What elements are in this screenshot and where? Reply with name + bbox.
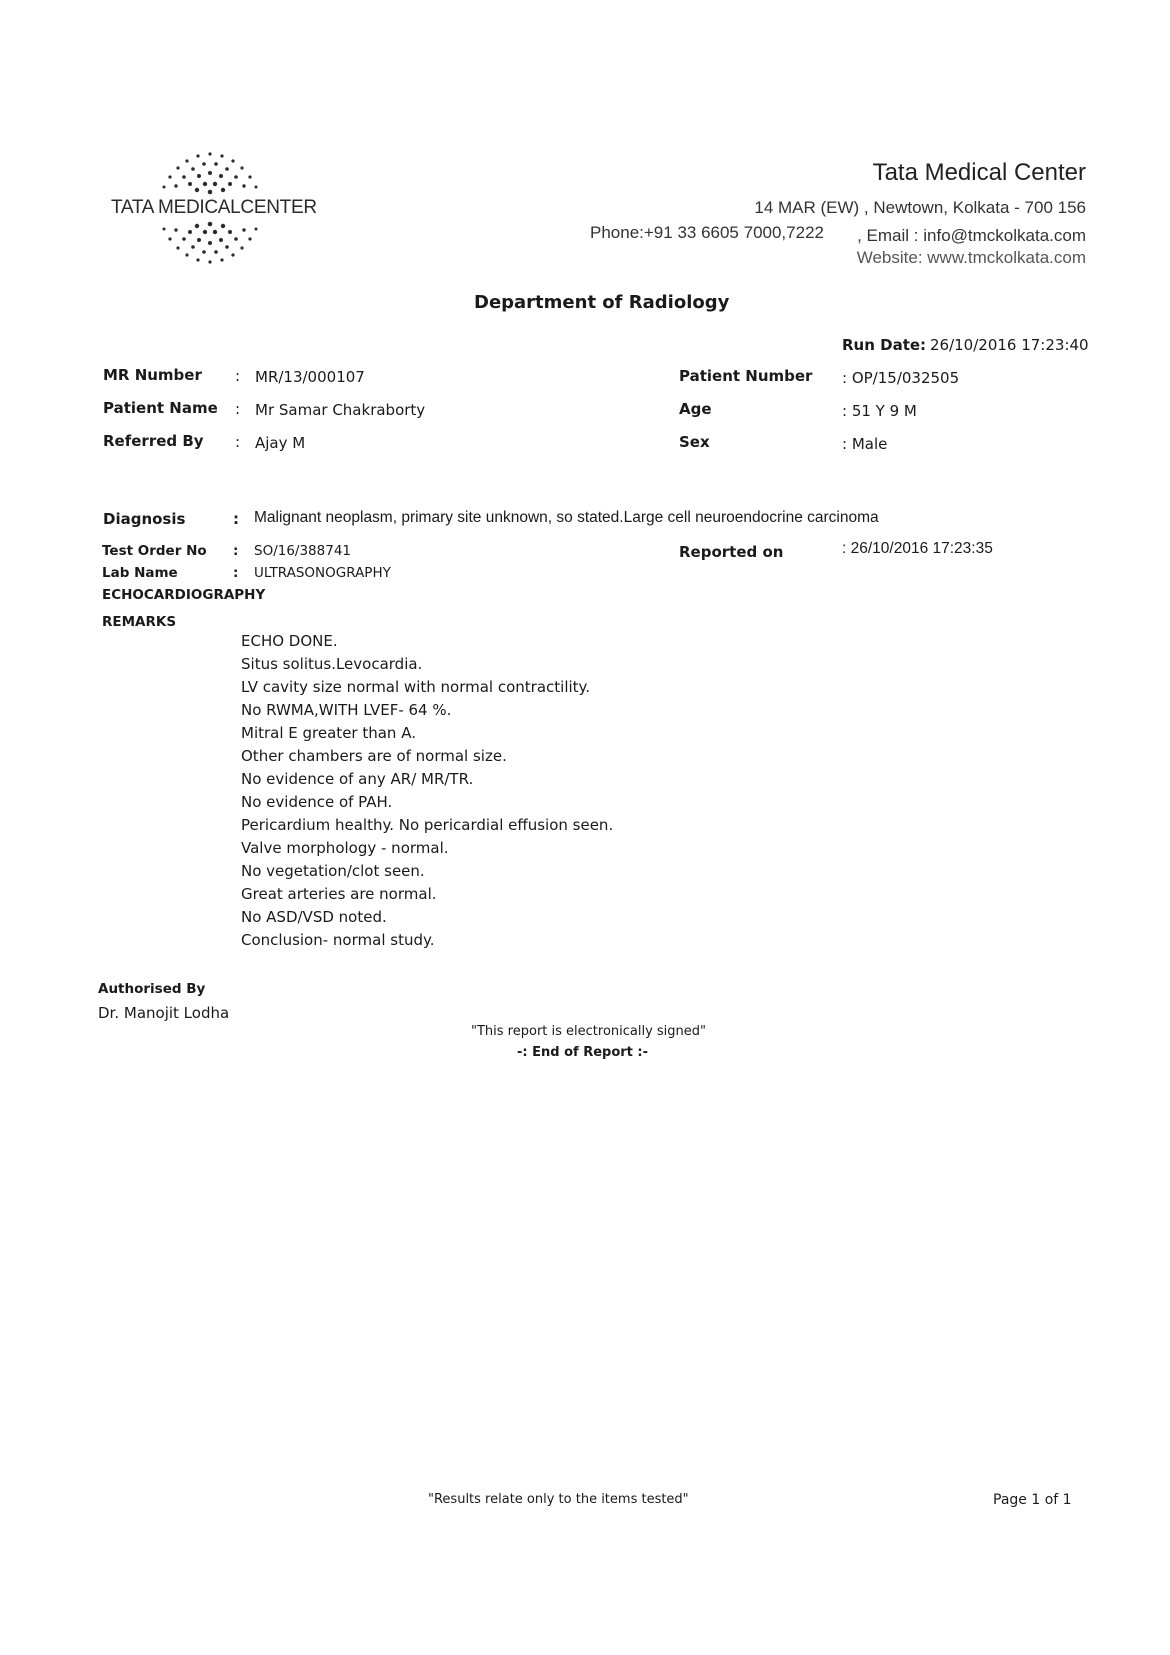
signed-note: "This report is electronically signed" [471, 1024, 707, 1039]
test-order-label: Test Order No [102, 543, 207, 559]
section-title: ECHOCARDIOGRAPHY [102, 587, 266, 603]
remark-line: Other chambers are of normal size. [241, 747, 507, 765]
remark-line: No evidence of PAH. [241, 793, 393, 811]
remark-line: Great arteries are normal. [241, 885, 437, 903]
remark-line: Conclusion- normal study. [241, 931, 435, 949]
patient-number-value: : OP/15/032505 [842, 369, 960, 387]
diagnosis-value: Malignant neoplasm, primary site unknown, so stated.Large cell neuroendocrine carcinoma [254, 509, 879, 526]
authorised-by-label: Authorised By [98, 981, 206, 997]
diagnosis-label: Diagnosis [103, 510, 186, 528]
colon: : [235, 400, 241, 418]
remark-line: ECHO DONE. [241, 632, 338, 650]
patient-name-value: Mr Samar Chakraborty [255, 401, 426, 419]
mr-number-value: MR/13/000107 [255, 368, 365, 386]
remark-line: Pericardium healthy. No pericardial effusion seen. [241, 816, 614, 834]
patient-name-label: Patient Name [103, 399, 218, 417]
sex-label: Sex [679, 433, 710, 451]
mr-number-label: MR Number [103, 366, 202, 384]
age-value: : 51 Y 9 M [842, 402, 917, 420]
test-order-value: SO/16/388741 [254, 543, 352, 559]
colon: : [233, 565, 239, 581]
colon: : [233, 543, 239, 559]
reported-on-value: : 26/10/2016 17:23:35 [842, 540, 993, 557]
run-date-label: Run Date: [842, 336, 927, 354]
organization-email: , Email : info@tmckolkata.com [857, 226, 1086, 245]
age-label: Age [679, 400, 712, 418]
referred-by-label: Referred By [103, 432, 204, 450]
authorised-by-name: Dr. Manojit Lodha [98, 1004, 230, 1022]
colon: : [233, 510, 239, 528]
organization-phone: Phone:+91 33 6605 7000,7222 [590, 223, 824, 242]
remark-line: Situs solitus.Levocardia. [241, 655, 423, 673]
reported-on-label: Reported on [679, 543, 784, 561]
remark-line: No vegetation/clot seen. [241, 862, 425, 880]
remark-line: No evidence of any AR/ MR/TR. [241, 770, 474, 788]
end-of-report: -: End of Report :- [517, 1045, 649, 1060]
remark-line: Mitral E greater than A. [241, 724, 416, 742]
remark-line: LV cavity size normal with normal contractility. [241, 678, 591, 696]
department-title: Department of Radiology [474, 292, 730, 313]
remark-line: Valve morphology - normal. [241, 839, 449, 857]
organization-name: Tata Medical Center [872, 159, 1086, 186]
results-note: "Results relate only to the items tested" [428, 1492, 689, 1507]
logo-wordmark: TATA MEDICALCENTER [111, 197, 317, 218]
run-date-value: 26/10/2016 17:23:40 [930, 336, 1089, 354]
page-number: Page 1 of 1 [993, 1492, 1072, 1508]
remark-line: No ASD/VSD noted. [241, 908, 387, 926]
colon: : [235, 367, 241, 385]
referred-by-value: Ajay M [255, 434, 306, 452]
lab-name-value: ULTRASONOGRAPHY [254, 565, 391, 581]
organization-website: Website: www.tmckolkata.com [856, 248, 1086, 267]
lab-name-label: Lab Name [102, 565, 178, 581]
remark-line: No RWMA,WITH LVEF- 64 %. [241, 701, 452, 719]
remarks-label: REMARKS [102, 614, 177, 630]
patient-number-label: Patient Number [679, 367, 813, 385]
colon: : [235, 433, 241, 451]
sex-value: : Male [842, 435, 888, 453]
organization-address: 14 MAR (EW) , Newtown, Kolkata - 700 156 [754, 198, 1086, 217]
